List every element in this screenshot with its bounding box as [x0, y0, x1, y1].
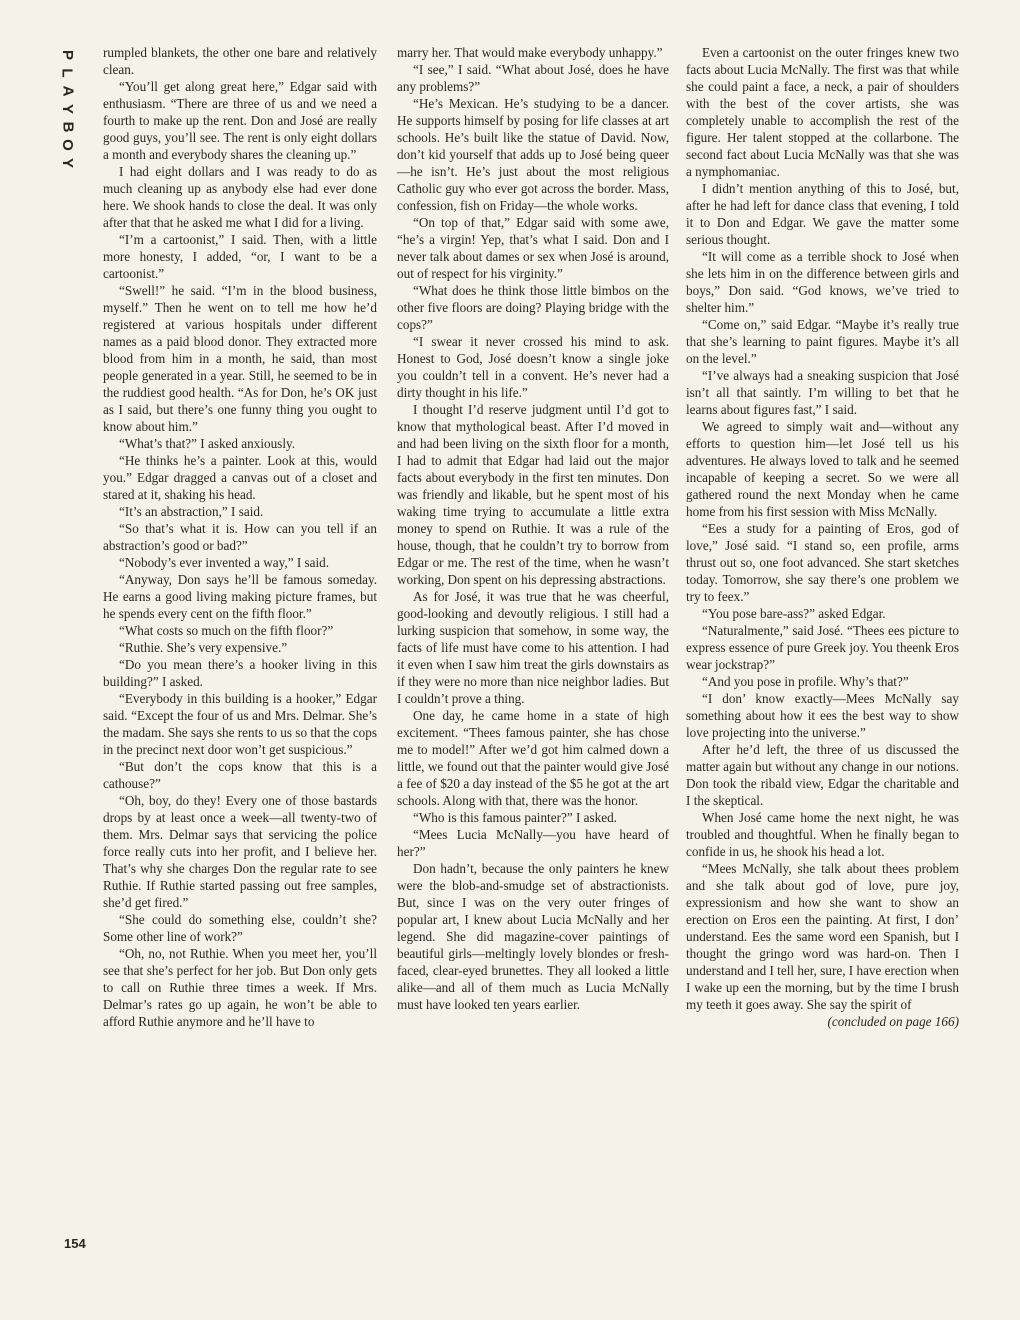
- paragraph: I thought I’d reserve judgment until I’d got to know that mythological beast. After I’d moved in and had been living on the sixth floor for a month, I had to admit that Edgar had laid out the major facts about everybody in the first ten minutes. Don was friendly and likable, but he spent most of his waking time trying to accumulate a little extra money to spend on Ruthie. It was a rule of the house, though, that he couldn’t try to borrow from Edgar or me. The rest of the time, when he wasn’t working, Don spent on his depressing abstractions.: [397, 402, 669, 587]
- paragraph: “Come on,” said Edgar. “Maybe it’s really true that she’s learning to paint figures. Maybe it’s all on the level.”: [686, 317, 959, 366]
- paragraph: After he’d left, the three of us discussed the matter again but without any change in our notions. Don took the ribald view, Edgar the charitable and I the skeptical.: [686, 742, 959, 808]
- paragraph: “What does he think those little bimbos on the other five floors are doing? Playing bridge with the cops?”: [397, 283, 669, 332]
- paragraph: “Who is this famous painter?” I asked.: [413, 810, 617, 825]
- paragraph: “Oh, boy, do they! Every one of those bastards drops by at least once a week—all twenty-two of them. Mrs. Delmar says that servicing the police force really cuts into her profit, and I believe her. That’s why she charges Don the regular rate to see Ruthie. If Ruthie started passing out free samples, she’d get fired.”: [103, 793, 377, 910]
- paragraph: Even a cartoonist on the outer fringes knew two facts about Lucia McNally. The first was that while she could paint a face, a neck, a pair of shoulders with the best of the cover artists, she was completely unable to accomplish the rest of the figure. Her talent stopped at the collarbone. The second fact about Lucia McNally was that she was a nymphomaniac.: [686, 45, 959, 179]
- logo-letter: Y: [58, 103, 76, 115]
- paragraph: “She could do something else, couldn’t she? Some other line of work?”: [103, 912, 377, 944]
- paragraph: “He’s Mexican. He’s studying to be a dancer. He supports himself by posing for life classes at art schools. He’s built like the statue of David. Now, don’t kid yourself that adds up to José being queer—he isn’t. He’s just about the most religious Catholic guy who ever got across the border. Mass, confession, fish on Friday—the whole works.: [397, 96, 669, 213]
- paragraph: “Nobody’s ever invented a way,” I said.: [119, 555, 330, 570]
- paragraph: “Anyway, Don says he’ll be famous someday. He earns a good living making picture frames, but he spends every cent on the fifth floor.”: [103, 572, 377, 621]
- paragraph: “What costs so much on the fifth floor?”: [119, 623, 334, 638]
- continuation-note: (concluded on page 166): [827, 1014, 959, 1029]
- paragraph: “So that’s what it is. How can you tell if an abstraction’s good or bad?”: [103, 521, 377, 553]
- magazine-logo: [56, 46, 78, 172]
- paragraph: “Swell!” he said. “I’m in the blood business, myself.” Then he went on to tell me how he’d registered at various hospitals under different names as a paid blood donor. They extracted more blood from him in a month, he said, than most people generated in a year. Still, he seemed to be in the ruddiest good health. “As for Don, he’s OK just as I said, but there’s one funny thing you ought to know about him.”: [103, 283, 377, 434]
- paragraph: “Mees Lucia McNally—you have heard of her?”: [397, 827, 669, 859]
- paragraph: “And you pose in profile. Why’s that?”: [702, 674, 909, 689]
- paragraph: “You’ll get along great here,” Edgar said with enthusiasm. “There are three of us and we need a fourth to make up the rent. Don and José are really good guys, you’ll see. The rent is only eight dollars a month and everybody shares the cleaning up.”: [103, 79, 377, 162]
- paragraph: “What’s that?” I asked anxiously.: [119, 436, 296, 451]
- paragraph: “Ruthie. She’s very expensive.”: [119, 640, 288, 655]
- logo-letter: B: [59, 121, 76, 133]
- paragraph: marry her. That would make everybody unhappy.”: [397, 45, 663, 60]
- logo-letter: Y: [58, 157, 76, 169]
- logo-letter: A: [59, 85, 76, 97]
- paragraph: As for José, it was true that he was cheerful, good-looking and devoutly religious. I still had a lurking suspicion that somehow, in some way, the facts of life must have come to his attention. I had it even when I saw him treat the girls downstairs as if they were no more than nice neighbor ladies. But I couldn’t prove a thing.: [397, 589, 669, 706]
- paragraph: Don hadn’t, because the only painters he knew were the blob-and-smudge set of abstractionists. But, since I was on the very outer fringes of popular art, I knew about Lucia McNally and her legend. She did magazine-cover paintings of beautiful girls—meltingly lovely blondes or fresh-faced, clear-eyed brunettes. They all looked a little alike—and all of them much as Lucia McNally must have looked ten years earlier.: [397, 861, 669, 1012]
- text-column-2: [397, 44, 669, 1013]
- paragraph: I had eight dollars and I was ready to do as much cleaning up as anybody else had ever done here. We shook hands to close the deal. It was only after that that he asked me what I did for a living.: [103, 164, 377, 230]
- paragraph: “Naturalmente,” said José. “Thees ees picture to express essence of pure Greek joy. You theenk Eros wear jockstrap?”: [686, 623, 959, 672]
- paragraph: “You pose bare-ass?” asked Edgar.: [702, 606, 886, 621]
- paragraph: rumpled blankets, the other one bare and relatively clean.: [103, 45, 377, 77]
- paragraph: “Mees McNally, she talk about thees problem and she talk about god of love, pure joy, expressionism and how she want to show an erection on Eros een the painting. At first, I don’ understand. Ees the same word een Spanish, but I thought the gringo word was hard-on. Then I understand and I tell her, sure, I have erection when I wake up een the morning, but by the time I brush my teeth it goes away. She say the spirit of: [686, 861, 960, 1012]
- paragraph: “I don’ know exactly—Mees McNally say something about how it ees the best way to show love projecting into the universe.”: [686, 691, 959, 740]
- logo-letter: L: [58, 68, 76, 78]
- paragraph: “Oh, no, not Ruthie. When you meet her, you’ll see that she’s perfect for her job. But Don only gets to call on Ruthie three times a week. If Mrs. Delmar’s rates go up again, he won’t be able to afford Ruthie anymore and he’ll have to: [103, 946, 377, 1029]
- text-column-1: [103, 44, 377, 1030]
- paragraph: “But don’t the cops know that this is a cathouse?”: [103, 759, 377, 791]
- text-column-3: [686, 44, 959, 1030]
- logo-letter: P: [58, 49, 76, 61]
- paragraph: We agreed to simply wait and—without any efforts to question him—let José tell us his adventures. He always loved to talk and he seemed incapable of keeping a secret. So we were all gathered round the next Monday when he came home from his first session with Miss McNally.: [686, 419, 959, 519]
- paragraph: “He thinks he’s a painter. Look at this, would you.” Edgar dragged a canvas out of a closet and stared at it, shaking his head.: [103, 453, 377, 502]
- paragraph: “I see,” I said. “What about José, does he have any problems?”: [397, 62, 669, 94]
- paragraph: “On top of that,” Edgar said with some awe, “he’s a virgin! Yep, that’s what I said. Don and I never talk about dames or sex when José is around, out of respect for his virginity.”: [397, 215, 669, 281]
- paragraph: “Ees a study for a painting of Eros, god of love,” José said. “I stand so, een profile, arms thrust out so, one foot advanced. She start sketches today. Tomorrow, she say there’s one problem we try to feex.”: [686, 521, 959, 604]
- paragraph: I didn’t mention anything of this to José, but, after he had left for dance class that evening, I told it to Don and Edgar. We gave the matter some serious thought.: [686, 181, 959, 247]
- paragraph: When José came home the next night, he was troubled and thoughtful. When he finally began to confide in us, he shook his head a lot.: [686, 810, 959, 859]
- paragraph: “I’ve always had a sneaking suspicion that José isn’t all that saintly. I’m willing to bet that he learns about figures fast,” I said.: [686, 368, 959, 417]
- paragraph: “Do you mean there’s a hooker living in this building?” I asked.: [103, 657, 377, 689]
- paragraph: “Everybody in this building is a hooker,” Edgar said. “Except the four of us and Mrs. Delmar. She’s the madam. She says she rents to us so that the cops in the precinct next door won’t get suspicious.”: [103, 691, 377, 757]
- paragraph: “It will come as a terrible shock to José when she lets him in on the difference between girls and boys,” Don said. “God knows, we’ve tried to shelter him.”: [686, 249, 959, 315]
- paragraph: “I’m a cartoonist,” I said. Then, with a little more honesty, I added, “or, I want to be a cartoonist.”: [103, 232, 377, 281]
- logo-letter: O: [58, 139, 76, 151]
- paragraph: “I swear it never crossed his mind to ask. Honest to God, José doesn’t know a single joke you couldn’t tell in a convent. He’s never had a dirty thought in his life.”: [397, 334, 669, 400]
- paragraph: “It’s an abstraction,” I said.: [119, 504, 264, 519]
- paragraph: One day, he came home in a state of high excitement. “Thees famous painter, she has chose me to model!” After we’d got him calmed down a little, we found out that the painter would give José a fee of $20 a day instead of the $5 he got at the art schools. Along with that, there was the honor.: [397, 708, 669, 808]
- page-number: 154: [64, 1236, 86, 1251]
